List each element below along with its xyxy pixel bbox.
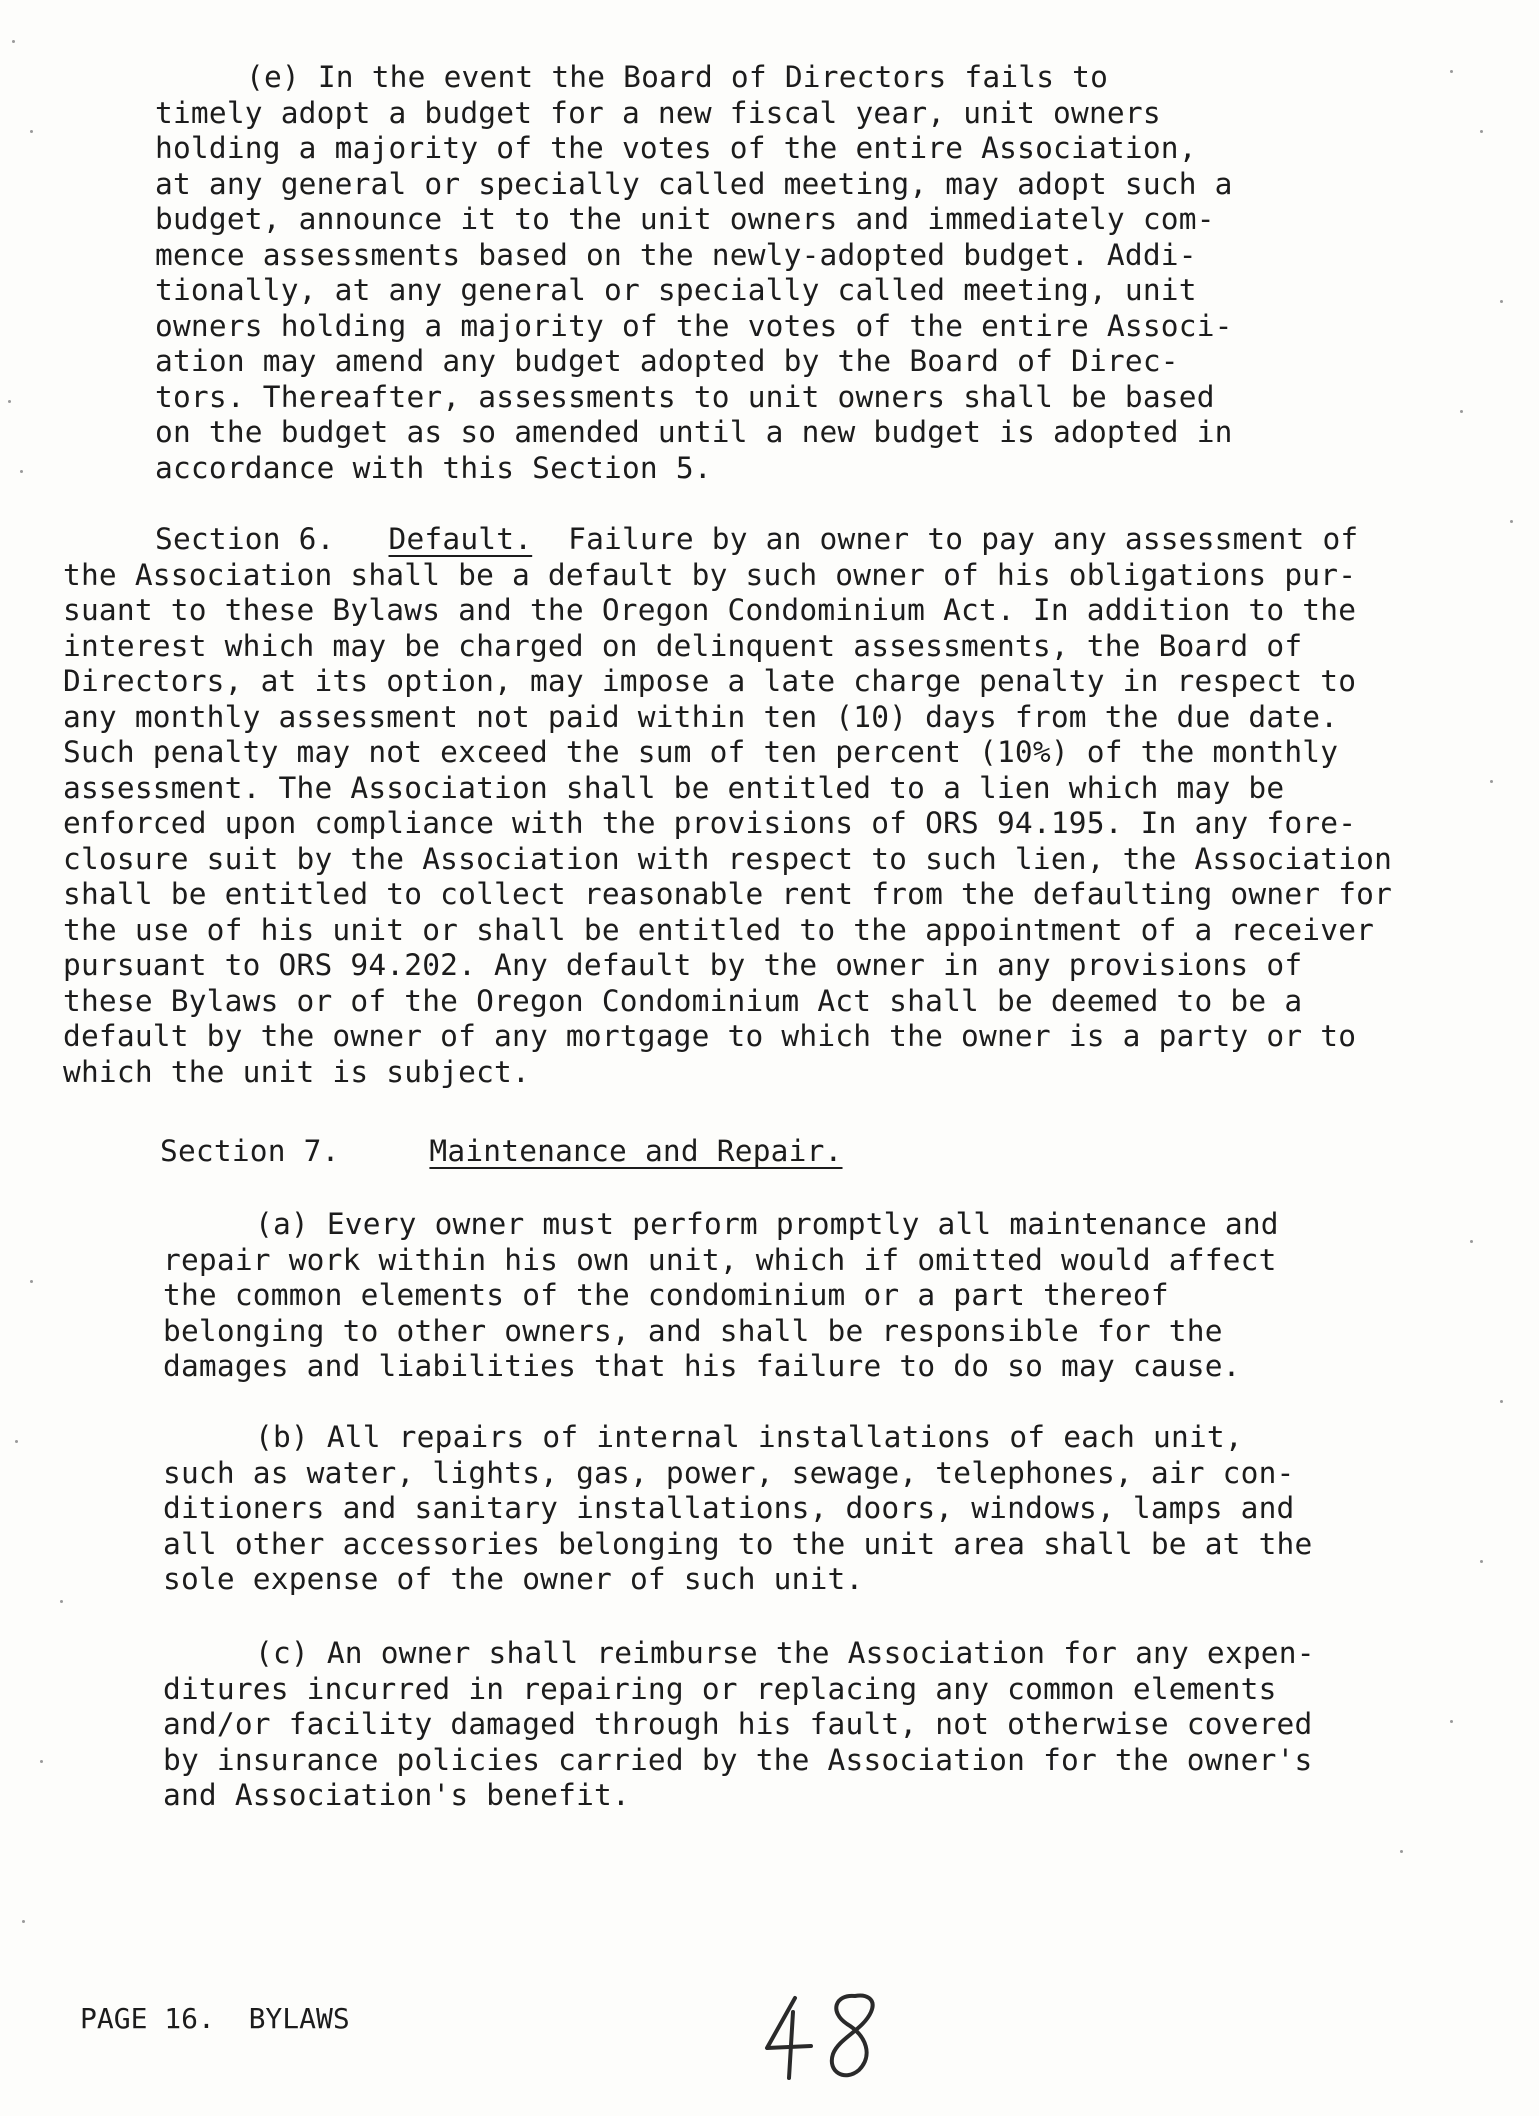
paragraph-line: ditures incurred in repairing or replacing any common elements: [163, 1671, 1277, 1706]
section-6: [63, 522, 1475, 1090]
paragraph-line: tionally, at any general or specially called meeting, unit: [155, 273, 1197, 307]
section-6-title: Default.: [388, 522, 533, 556]
section-7-label: Section 7.: [160, 1134, 340, 1168]
section-6-label: Section 6.: [155, 522, 335, 556]
paragraph-line: (a) Every owner must perform promptly all maintenance and: [255, 1207, 1279, 1241]
paragraph-line: tors. Thereafter, assessments to unit owners shall be based: [155, 379, 1215, 414]
section-7-paragraph-a: [163, 1207, 1385, 1385]
paragraph-line: such as water, lights, gas, power, sewage, telephones, air con-: [163, 1455, 1295, 1490]
scan-speck: [20, 470, 23, 473]
paragraph-line: default by the owner of any mortgage to which the owner is a party or to: [63, 1019, 1357, 1053]
scan-speck: [1500, 1400, 1503, 1403]
scan-speck: [1450, 70, 1453, 73]
scan-speck: [12, 40, 15, 43]
section-6-heading-line: [63, 522, 1475, 558]
section-6-first-line: Failure by an owner to pay any assessment of: [568, 522, 1359, 556]
scan-speck: [30, 1280, 33, 1283]
handwritten-page-number: [755, 1990, 895, 2085]
paragraph-line: damages and liabilities that his failure to do so may cause.: [163, 1349, 1241, 1383]
paragraph-line: ation may amend any budget adopted by the Board of Direc-: [155, 344, 1179, 378]
paragraph-line: accordance with this Section 5.: [155, 450, 712, 485]
paragraph-line: Directors, at its option, may impose a late charge penalty in respect to: [63, 664, 1357, 698]
scan-speck: [1510, 520, 1513, 523]
paragraph-line: which the unit is subject.: [63, 1054, 530, 1089]
paragraph-line: interest which may be charged on delinquent assessments, the Board of: [63, 628, 1303, 663]
paragraph-line: pursuant to ORS 94.202. Any default by the owner in any provisions of: [63, 948, 1303, 982]
scan-speck: [60, 1600, 63, 1603]
paragraph-line: at any general or specially called meeting, may adopt such a: [155, 166, 1233, 201]
section-7-paragraph-c: [163, 1636, 1385, 1814]
paragraph-line: (b) All repairs of internal installations of each unit,: [255, 1420, 1243, 1454]
scan-speck: [30, 130, 33, 133]
paragraph-line: belonging to other owners, and shall be responsible for the: [163, 1313, 1223, 1348]
paragraph-line: and Association's benefit.: [163, 1778, 630, 1812]
scan-speck: [1450, 1720, 1453, 1723]
paragraph-line: any monthly assessment not paid within ten (10) days from the due date.: [63, 699, 1339, 734]
paragraph-line: enforced upon compliance with the provisions of ORS 94.195. In any fore-: [63, 806, 1357, 840]
section-7-heading: [160, 1134, 1060, 1170]
paragraph-line: shall be entitled to collect reasonable rent from the defaulting owner for: [63, 877, 1393, 911]
paragraph-line: the use of his unit or shall be entitled to the appointment of a receiver: [63, 912, 1375, 947]
scan-speck: [1490, 780, 1493, 783]
scan-speck: [40, 1760, 43, 1763]
scan-speck: [1400, 1850, 1403, 1853]
paragraph-line: the common elements of the condominium or a part thereof: [163, 1278, 1169, 1312]
scan-speck: [8, 400, 11, 403]
paragraph-line: timely adopt a budget for a new fiscal year, unit owners: [155, 95, 1161, 130]
paragraph-line: holding a majority of the votes of the entire Association,: [155, 131, 1197, 165]
paragraph-line: mence assessments based on the newly-adopted budget. Addi-: [155, 237, 1197, 272]
paragraph-line: ditioners and sanitary installations, doors, windows, lamps and: [163, 1491, 1295, 1525]
scan-speck: [1470, 1240, 1473, 1243]
paragraph-line: and/or facility damaged through his fault, not otherwise covered: [163, 1707, 1313, 1741]
scan-speck: [1480, 130, 1483, 133]
section-7-paragraph-b: [163, 1420, 1385, 1598]
paragraph-line: owners holding a majority of the votes of the entire Associ-: [155, 308, 1233, 343]
paragraph-line: assessment. The Association shall be entitled to a lien which may be: [63, 770, 1285, 805]
scan-speck: [22, 1920, 25, 1923]
scan-speck: [1460, 410, 1463, 413]
paragraph-e: [155, 60, 1373, 486]
scan-speck: [1500, 300, 1503, 303]
paragraph-line: on the budget as so amended until a new budget is adopted in: [155, 415, 1233, 449]
paragraph-line: (c) An owner shall reimburse the Association for any expen-: [255, 1636, 1315, 1670]
paragraph-line: repair work within his own unit, which if omitted would affect: [163, 1242, 1277, 1277]
paragraph-line: closure suit by the Association with respect to such lien, the Association: [63, 841, 1393, 876]
paragraph-line: the Association shall be a default by such owner of his obligations pur-: [63, 557, 1357, 592]
paragraph-line: all other accessories belonging to the unit area shall be at the: [163, 1526, 1313, 1561]
scan-speck: [1480, 1560, 1483, 1563]
section-7-heading-line: [160, 1134, 1060, 1170]
page-footer-label: PAGE 16. BYLAWS: [80, 2002, 350, 2035]
paragraph-line: budget, announce it to the unit owners and immediately com-: [155, 202, 1215, 236]
section-7-title: Maintenance and Repair.: [429, 1134, 843, 1168]
paragraph-line: suant to these Bylaws and the Oregon Condominium Act. In addition to the: [63, 593, 1357, 627]
paragraph-line: these Bylaws or of the Oregon Condominium Act shall be deemed to be a: [63, 983, 1303, 1018]
scan-speck: [15, 1440, 18, 1443]
paragraph-line: Such penalty may not exceed the sum of ten percent (10%) of the monthly: [63, 735, 1339, 769]
paragraph-line: by insurance policies carried by the Association for the owner's: [163, 1742, 1313, 1777]
paragraph-line: (e) In the event the Board of Directors fails to: [246, 60, 1109, 94]
paragraph-line: sole expense of the owner of such unit.: [163, 1562, 864, 1596]
